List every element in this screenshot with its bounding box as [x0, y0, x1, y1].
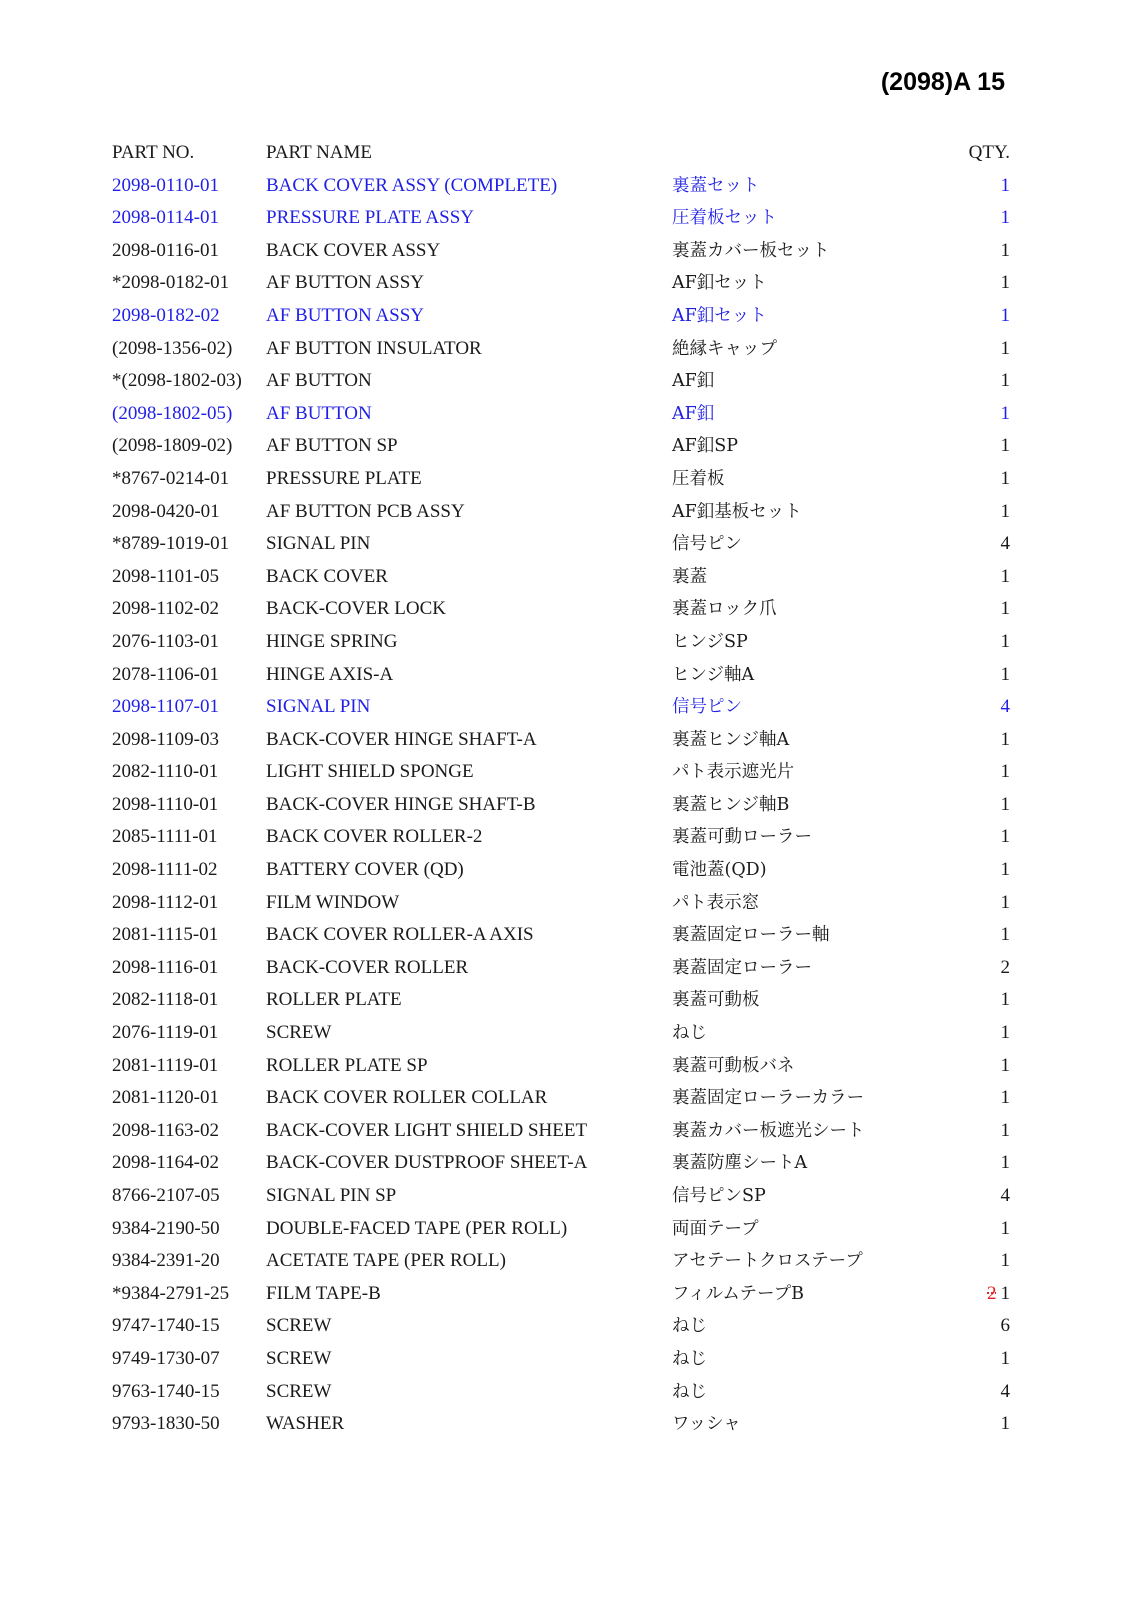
- quantity-value: 1: [1000, 1022, 1010, 1044]
- part-name-japanese: 裏蓋可動板バネ: [672, 1055, 795, 1076]
- part-number: 2098-1164-02: [112, 1152, 219, 1174]
- part-name: AF BUTTON INSULATOR: [266, 337, 482, 359]
- part-number: 2098-1116-01: [112, 956, 219, 978]
- table-row: [112, 919, 1010, 952]
- part-number: 2078-1106-01: [112, 663, 219, 685]
- part-name: ROLLER PLATE SP: [266, 1054, 428, 1076]
- part-name: ACETATE TAPE (PER ROLL): [266, 1250, 506, 1272]
- table-row: [112, 333, 1010, 366]
- quantity: [1001, 333, 1011, 366]
- quantity: [1001, 789, 1011, 822]
- part-name: BACK-COVER LIGHT SHIELD SHEET: [266, 1119, 588, 1141]
- part-name-japanese: ねじ: [672, 1381, 707, 1402]
- part-number: 2098-1111-02: [112, 859, 218, 881]
- quantity: [1001, 1213, 1011, 1246]
- part-name-japanese: 裏蓋ロック爪: [672, 599, 777, 620]
- part-name-japanese: 両面テープ: [672, 1218, 759, 1239]
- part-name: AF BUTTON: [266, 402, 372, 424]
- part-number: *8789-1019-01: [112, 533, 230, 555]
- quantity: [1001, 724, 1011, 757]
- table-row: [112, 691, 1010, 724]
- quantity-value: 1: [1000, 728, 1010, 750]
- table-row: [112, 1310, 1010, 1343]
- quantity: [1001, 398, 1011, 431]
- quantity: [1001, 626, 1011, 659]
- quantity-value: 4: [1000, 696, 1010, 718]
- part-name: BACK-COVER LOCK: [266, 598, 446, 620]
- part-name-japanese: 裏蓋ヒンジ軸A: [672, 729, 790, 750]
- quantity: [1001, 659, 1011, 692]
- part-name-japanese: AF釦: [672, 371, 715, 392]
- quantity-value: 1: [1000, 598, 1010, 620]
- table-row: [112, 1408, 1010, 1441]
- part-name: AF BUTTON ASSY: [266, 304, 425, 326]
- quantity: [1001, 887, 1011, 920]
- table-row: [112, 1017, 1010, 1050]
- table-row: [112, 1050, 1010, 1083]
- part-name: FILM WINDOW: [266, 891, 400, 913]
- table-row: [112, 1147, 1010, 1180]
- parts-table: [112, 137, 1010, 1441]
- part-name-japanese: 電池蓋(QD): [672, 860, 767, 881]
- table-row: [112, 430, 1010, 463]
- part-number: *2098-0182-01: [112, 272, 230, 294]
- part-name: ROLLER PLATE: [266, 989, 402, 1011]
- quantity-value: 1: [1000, 630, 1010, 652]
- part-name: BACK COVER ASSY: [266, 239, 441, 261]
- part-number: 2098-1110-01: [112, 793, 219, 815]
- table-row: [112, 984, 1010, 1017]
- quantity: [1001, 821, 1011, 854]
- quantity: [1001, 1017, 1011, 1050]
- part-number: 9384-2190-50: [112, 1217, 220, 1239]
- table-row: [112, 267, 1010, 300]
- part-number: 2098-0110-01: [112, 174, 219, 196]
- table-row: [112, 561, 1010, 594]
- part-number: 2098-1107-01: [112, 696, 219, 718]
- part-name-japanese: ねじ: [672, 1023, 707, 1044]
- part-number: 2082-1118-01: [112, 989, 219, 1011]
- quantity-value: 1: [1000, 207, 1010, 229]
- quantity: [1001, 1115, 1011, 1148]
- part-name-japanese: ヒンジ軸A: [672, 664, 755, 685]
- table-row: [112, 1082, 1010, 1115]
- part-name-japanese: 信号ピン: [672, 534, 742, 555]
- table-row: [112, 528, 1010, 561]
- part-number: 2085-1111-01: [112, 826, 218, 848]
- table-row: [112, 496, 1010, 529]
- part-name: SCREW: [266, 1380, 332, 1402]
- table-row: [112, 1278, 1010, 1311]
- part-number: 2098-1112-01: [112, 891, 219, 913]
- quantity-value: 1: [1000, 272, 1010, 294]
- quantity: [1001, 1343, 1011, 1376]
- part-name-japanese: 圧着板セット: [672, 208, 777, 229]
- part-name: HINGE AXIS-A: [266, 663, 394, 685]
- table-row: [112, 1213, 1010, 1246]
- part-number: 2081-1120-01: [112, 1087, 219, 1109]
- part-name: SCREW: [266, 1022, 332, 1044]
- part-name-japanese: 裏蓋: [672, 566, 707, 587]
- part-number: 9793-1830-50: [112, 1413, 220, 1435]
- quantity-value: 1: [1000, 924, 1010, 946]
- quantity-struck: 2: [987, 1282, 997, 1304]
- part-name-japanese: 裏蓋固定ローラー軸: [672, 925, 830, 946]
- quantity: [1001, 1408, 1011, 1441]
- part-name-japanese: AF釦: [672, 403, 715, 424]
- part-name-japanese: 絶縁キャップ: [672, 338, 777, 359]
- part-number: (2098-1356-02): [112, 337, 233, 359]
- quantity: [1001, 919, 1011, 952]
- table-row: [112, 659, 1010, 692]
- part-name: BACK-COVER DUSTPROOF SHEET-A: [266, 1152, 588, 1174]
- quantity: [1001, 561, 1011, 594]
- quantity-value: 1: [1000, 174, 1010, 196]
- part-name-japanese: 裏蓋防塵シートA: [672, 1153, 808, 1174]
- quantity-value: 1: [1000, 793, 1010, 815]
- table-row: [112, 756, 1010, 789]
- quantity: [1001, 1376, 1011, 1409]
- table-row: [112, 365, 1010, 398]
- quantity-value: 1: [1000, 826, 1010, 848]
- table-row: [112, 1245, 1010, 1278]
- part-name-japanese: フィルムテープB: [672, 1283, 805, 1304]
- quantity-value: 1: [1000, 891, 1010, 913]
- header-part-no: PART NO.: [112, 142, 195, 163]
- part-number: 9384-2391-20: [112, 1250, 220, 1272]
- part-name: SIGNAL PIN SP: [266, 1185, 397, 1206]
- quantity-value: 1: [1000, 1054, 1010, 1076]
- quantity: [1001, 1310, 1011, 1343]
- part-name-japanese: 裏蓋可動ローラー: [672, 827, 812, 848]
- part-name-japanese: 裏蓋セット: [672, 175, 760, 196]
- part-name: BACK COVER ROLLER COLLAR: [266, 1087, 548, 1109]
- table-row: [112, 1376, 1010, 1409]
- part-name: BATTERY COVER (QD): [266, 859, 464, 881]
- table-row: [112, 170, 1010, 203]
- quantity-value: 1: [1000, 500, 1010, 522]
- part-name: BACK COVER ROLLER-A AXIS: [266, 924, 534, 946]
- part-name: SCREW: [266, 1315, 332, 1337]
- table-row: [112, 463, 1010, 496]
- quantity-value: 1: [1000, 859, 1010, 881]
- quantity: [1001, 267, 1011, 300]
- quantity-value: 1: [1000, 239, 1010, 261]
- quantity: [1001, 300, 1011, 333]
- quantity-value: 1: [1000, 1119, 1010, 1141]
- table-row: [112, 789, 1010, 822]
- quantity: [1001, 1147, 1011, 1180]
- quantity: [1001, 756, 1011, 789]
- table-header-row: [112, 137, 1010, 170]
- quantity: [1001, 593, 1011, 626]
- table-row: [112, 235, 1010, 268]
- table-row: [112, 626, 1010, 659]
- quantity-value: 1: [1000, 337, 1010, 359]
- part-name-japanese: AF釦セット: [672, 273, 767, 294]
- part-name: HINGE SPRING: [266, 630, 398, 652]
- part-name: PRESSURE PLATE: [266, 467, 422, 489]
- table-row: [112, 887, 1010, 920]
- part-number: 2076-1103-01: [112, 630, 219, 652]
- part-number: *9384-2791-25: [112, 1282, 230, 1304]
- quantity-value: 1: [1000, 304, 1010, 326]
- part-name: PRESSURE PLATE ASSY: [266, 207, 475, 229]
- part-name-japanese: AF釦基板セット: [672, 501, 802, 522]
- part-name-japanese: 裏蓋固定ローラー: [672, 957, 812, 978]
- table-row: [112, 1343, 1010, 1376]
- part-name: SIGNAL PIN: [266, 696, 371, 718]
- part-name-japanese: パト表示窓: [672, 892, 760, 913]
- part-name: AF BUTTON SP: [266, 435, 398, 457]
- part-number: 9763-1740-15: [112, 1380, 220, 1402]
- part-name: BACK-COVER ROLLER: [266, 956, 469, 978]
- quantity-value: 4: [1000, 1185, 1010, 1206]
- quantity-value: 1: [1000, 989, 1010, 1011]
- part-number: 2082-1110-01: [112, 761, 219, 783]
- quantity-value: 2: [1000, 956, 1010, 978]
- table-row: [112, 724, 1010, 757]
- quantity-value: 1: [1000, 1217, 1010, 1239]
- quantity: [987, 1278, 1010, 1311]
- table-row: [112, 593, 1010, 626]
- part-number: 2098-0182-02: [112, 304, 220, 326]
- part-name-japanese: パト表示遮光片: [672, 762, 795, 783]
- part-name: DOUBLE-FACED TAPE (PER ROLL): [266, 1217, 568, 1239]
- table-row: [112, 300, 1010, 333]
- part-name-japanese: ワッシャ: [672, 1414, 741, 1435]
- part-number: 9749-1730-07: [112, 1347, 220, 1369]
- part-name-japanese: ヒンジSP: [672, 631, 748, 652]
- table-row: [112, 821, 1010, 854]
- part-name: SCREW: [266, 1347, 332, 1369]
- quantity: [1001, 984, 1011, 1017]
- part-name: AF BUTTON PCB ASSY: [266, 500, 465, 522]
- table-row: [112, 1115, 1010, 1148]
- quantity-value: 4: [1000, 1380, 1010, 1402]
- part-name-japanese: 裏蓋ヒンジ軸B: [672, 794, 790, 815]
- part-name: LIGHT SHIELD SPONGE: [266, 761, 474, 783]
- part-name-japanese: AF釦SP: [672, 436, 739, 457]
- part-number: 2098-0114-01: [112, 207, 219, 229]
- part-name: SIGNAL PIN: [266, 533, 371, 555]
- quantity: [1001, 1050, 1011, 1083]
- part-name: WASHER: [266, 1413, 345, 1435]
- quantity: [1001, 365, 1011, 398]
- quantity-value: 4: [1000, 533, 1010, 555]
- quantity-value: 1: [1000, 1152, 1010, 1174]
- part-name-japanese: ねじ: [672, 1316, 707, 1337]
- quantity-value: 1: [1000, 467, 1010, 489]
- part-number: (2098-1809-02): [112, 435, 233, 457]
- part-number: (2098-1802-05): [112, 402, 233, 424]
- page-number: (2098)A 15: [880, 68, 1005, 96]
- part-number: 2098-0116-01: [112, 239, 219, 261]
- part-name: BACK COVER ASSY (COMPLETE): [266, 174, 558, 196]
- part-number: 2098-1109-03: [112, 728, 219, 750]
- header-part-name: PART NAME: [266, 142, 373, 163]
- part-name-japanese: 裏蓋可動板: [672, 990, 760, 1011]
- quantity-value: 1: [1000, 761, 1010, 783]
- part-name-japanese: ねじ: [672, 1348, 707, 1369]
- quantity-value: 1: [1000, 1347, 1010, 1369]
- part-number: 2098-1163-02: [112, 1119, 219, 1141]
- part-name-japanese: 裏蓋固定ローラーカラー: [672, 1088, 865, 1109]
- part-name: BACK COVER: [266, 565, 388, 587]
- part-name: FILM TAPE-B: [266, 1282, 381, 1304]
- quantity-value: 1: [1000, 1413, 1010, 1435]
- part-name-japanese: AF釦セット: [672, 305, 767, 326]
- quantity: [1001, 691, 1011, 724]
- part-name: AF BUTTON: [266, 370, 372, 392]
- quantity-value: 1: [1000, 1250, 1010, 1272]
- quantity-value: 1: [1000, 370, 1010, 392]
- part-name-japanese: 裏蓋カバー板遮光シート: [672, 1120, 865, 1141]
- table-row: [112, 952, 1010, 985]
- quantity: [1001, 430, 1011, 463]
- quantity-value: 1: [1000, 1087, 1010, 1109]
- quantity: [1001, 463, 1011, 496]
- quantity-value: 1: [1000, 1282, 1010, 1304]
- quantity-value: 1: [1000, 402, 1010, 424]
- part-name-japanese: 信号ピンSP: [672, 1186, 766, 1206]
- quantity: [1001, 1082, 1011, 1115]
- table-row: [112, 854, 1010, 887]
- part-name-japanese: アセテートクロステープ: [672, 1251, 863, 1272]
- quantity-value: 6: [1000, 1315, 1010, 1337]
- quantity: [1001, 854, 1011, 887]
- quantity-value: 1: [1000, 565, 1010, 587]
- part-number: 2076-1119-01: [112, 1022, 219, 1044]
- part-number: 2098-1102-02: [112, 598, 219, 620]
- quantity: [1001, 528, 1011, 561]
- quantity: [1001, 170, 1011, 203]
- part-name: BACK-COVER HINGE SHAFT-B: [266, 793, 536, 815]
- part-name-japanese: 圧着板: [672, 468, 725, 489]
- part-name-japanese: 裏蓋カバー板セット: [672, 240, 830, 261]
- quantity: [1001, 1180, 1011, 1213]
- quantity-value: 1: [1000, 663, 1010, 685]
- quantity: [1001, 202, 1011, 235]
- part-name: BACK-COVER HINGE SHAFT-A: [266, 728, 537, 750]
- part-number: 8766-2107-05: [112, 1185, 220, 1206]
- part-name: AF BUTTON ASSY: [266, 272, 425, 294]
- quantity: [1001, 1245, 1011, 1278]
- table-row: [112, 202, 1010, 235]
- part-number: 2098-0420-01: [112, 500, 220, 522]
- quantity-value: 1: [1000, 435, 1010, 457]
- part-number: *8767-0214-01: [112, 467, 230, 489]
- table-row: [112, 398, 1010, 431]
- part-number: 2098-1101-05: [112, 565, 219, 587]
- table-row: [112, 1180, 1010, 1213]
- part-number: 9747-1740-15: [112, 1315, 220, 1337]
- quantity: [1001, 496, 1011, 529]
- quantity: [1001, 235, 1011, 268]
- part-name-japanese: 信号ピン: [672, 697, 742, 718]
- parts-rows: [112, 170, 1010, 1441]
- part-name: BACK COVER ROLLER-2: [266, 826, 483, 848]
- part-number: 2081-1115-01: [112, 924, 219, 946]
- header-qty: QTY.: [968, 142, 1010, 163]
- part-number: 2081-1119-01: [112, 1054, 219, 1076]
- quantity: [1001, 952, 1011, 985]
- part-number: *(2098-1802-03): [112, 370, 242, 392]
